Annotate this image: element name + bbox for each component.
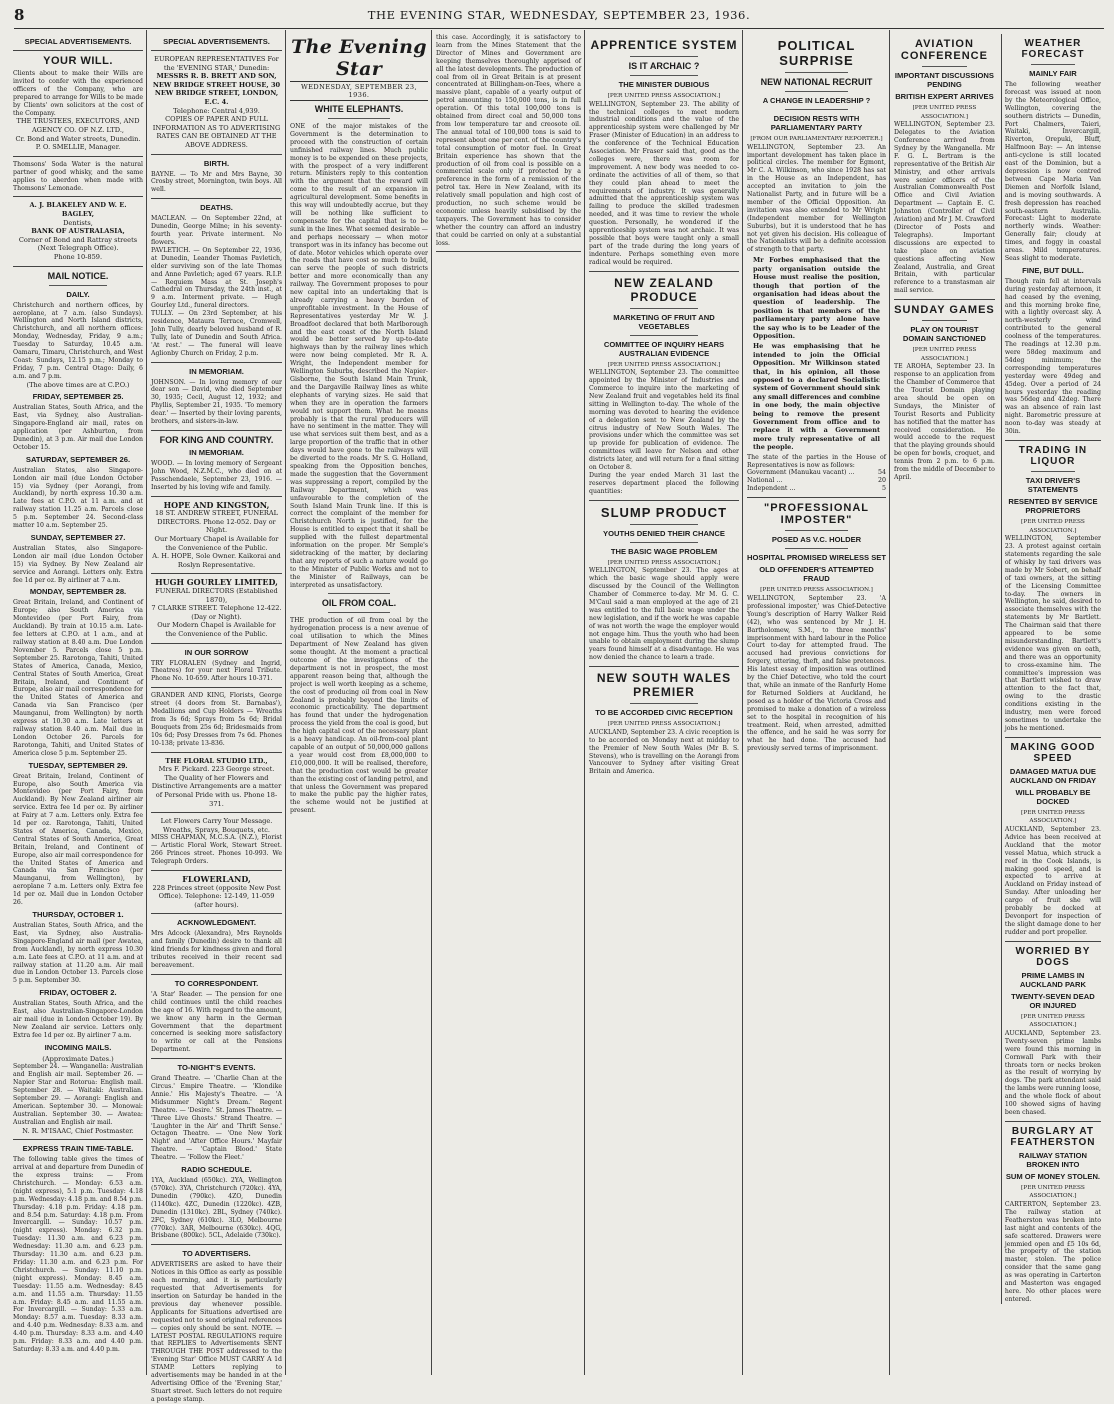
article-subheadline: PLAY ON TOURIST DOMAIN SANCTIONED [902,325,986,344]
article-subheadline: RESENTED BY SERVICE PROPRIETORS [1008,496,1098,515]
ad-text: The Quality of her Flowers and Distinctive Arrangements are a matter of Personal Pride with us. Phone 18-371. [151,773,282,808]
section-header: SPECIAL ADVERTISEMENTS. [163,37,270,46]
article-headline: AVIATION CONFERENCE [900,38,988,62]
column-1 [10,34,146,1375]
article-text: The state of the parties in the House of Representatives is now as follows: [747,453,886,469]
editorial-dateline: WEDNESDAY, SEPTEMBER 23, 1936. [290,81,428,101]
ad-title: FLOWERLAND, [182,873,251,884]
subheading: MONDAY, SEPTEMBER 28. [29,587,127,597]
subheading: (Approximate Dates.) [42,1054,114,1063]
subheading: SUNDAY, SEPTEMBER 27. [30,532,126,542]
press-credit: [PER UNITED PRESS ASSOCIATION.] [1021,809,1085,825]
section-header: IN MEMORIAM. [189,366,244,376]
section-header: IN OUR SORROW [184,647,249,657]
article-text: WELLINGTON, September 23. The ages at which the basic wage should apply were discussed by the Council of the Wellington Chamber of Commerce to-day. Mr M. G. C. M'Caul said a man employed at the age of 21 was entitled to the full basic wage under the new legislation, and if the work he was capable of was not worth the wage the employer would not engage him. Thus the youth who had been unable to obtain employment during the slump years found himself at a disadvantage. He was now denied the chance to learn a trade. [589,567,739,662]
press-credit: [PER UNITED PRESS ASSOCIATION.] [1021,1013,1085,1029]
page-number: 8 [14,6,25,24]
article-text: WELLINGTON, September 23. An important development has taken place in political circles. The member for Egmont, Mr C. A. Wilkinson, who since 1928 has sat in the House as an Independent, has accepted an invitation to join the Nationalist Party, and in future will be a member of the Official Opposition. An invitation was also extended to Mr Wright (Independent member for Wellington Suburbs), but it is understood that he has not yet given his decision. His colleague of the Nationalists will be a definite accession of strength to that party. [747,143,886,254]
party-state-table [747,469,886,493]
column-7b [1001,34,1101,1304]
article-subheadline: TO BE ACCORDED CIVIC RECEPTION [595,708,733,718]
article-text: TE AROHA, September 23. In response to an application from the Chamber of Commerce that the Tourist Domain playing area should be open on Sundays, the Minister of Tourist Resorts and Publicity has notified that the matter has received consideration. He would accede to the request that the playing grounds should be open for bowls, croquet, and tennis from 2 p.m. to 6 p.m. from the middle of December to April. [894,363,995,481]
press-credit: [PER UNITED PRESS ASSOCIATION.] [1021,518,1085,534]
column-rule [889,30,890,1375]
notice-text: TULLY. — On 23rd September, at his residence, Mataura Terrace, Cromwell, John Tully, dearly beloved husband of R. Tully, late of Dunedin and South Africa. 'At rest.' — The funeral will leave Aglionby Church on Friday, 2 p.m. [151,310,282,357]
article-subheadline: HOSPITAL PROMISED WIRELESS SET [747,553,886,563]
article-text: The following table gives the times of arrival at and departure from Dunedin of the express trains: — From Christchurch. — Monday: 6.53 a.m. (night express), 5.1 p.m. Tuesday: 4.18 p.m. Wednesday: 4.18 p.m. and 8.54 p.m. Thursday: 4.18 p.m. Friday: 4.18 p.m. and 8.54 p.m. Saturday: 4.18 p.m. From Invercargill. — Sunday: 10.57 p.m. (night express). Monday: 6.32 p.m. Tuesday: 11.30 a.m. and 6.23 p.m. Wednesday: 11.30 a.m. and 6.23 p.m. Thursday: 11.30 a.m. and 6.23 p.m. Friday: 11.30 a.m. and 6.23 p.m. For Christchurch. — Sunday: 11.10 p.m. (night express). Monday: 8.45 a.m. Tuesday: 11.55 a.m. Wednesday: 8.45 a.m. and 11.55 a.m. Thursday: 11.55 a.m. Friday: 8.45 a.m. and 11.55 a.m. For Invercargill. — Sunday: 5.33 a.m. Monday: 8.57 a.m. Tuesday: 8.33 a.m. and 4.40 p.m. Wednesday: 8.33 a.m. and 4.40 p.m. Thursday: 8.33 a.m. and 4.40 p.m. Friday: 8.33 a.m. and 4.40 p.m. Saturday: 8.33 a.m. and 4.40 p.m. [13,1156,143,1353]
article-headline: NEW ZEALAND PRODUCE [614,275,714,304]
article-text: WELLINGTON, September 23. 'A professional imposter,' was Chief-Detective Young's description of Harry Walker Reid (42), who was sentenced by Mr J. H. Bartholomew, S.M., to three months' imprisonment with hard labour in the Police Court to-day for attempted fraud. The accused had previous convictions for forgery, uttering, theft, and false pretences. His latest essay of imposition was outlined by the Chief Detective, who told the court that, while an inmate of the Ranfurly Home for Returned Soldiers at Auckland, he posed as a holder of the Victoria Cross and promised to make a donation of a wireless set to the hospital in recognition of his treatment. Reid, when arrested, admitted the offence, and he said he was sorry for what he had done. The accused had previously served terms of imprisonment. [747,595,886,753]
section-header: MAIL NOTICE. [47,270,109,281]
column-2 [148,34,285,1403]
article-text: CARTERTON, September 23. The railway station at Featherston was broken into last night and contents of the safe scattered. Drawers were jemmied open and £5 10s 6d, the property of the station master, stolen. The police consider that the same gang as was operating in Carterton and Masterton was engaged here. No other places were entered. [1004,1201,1101,1303]
ad-title: HUGH GOURLEY LIMITED, [155,577,278,588]
press-credit: [PER UNITED PRESS ASSOCIATION.] [607,93,721,99]
press-credit: [PER UNITED PRESS ASSOCIATION.] [760,587,873,594]
signature: N. R. M'ISAAC, Chief Postmaster. [22,1126,134,1135]
subheading: FRIDAY, SEPTEMBER 25. [32,392,124,402]
section-header: DEATHS. [200,203,233,213]
subheading: INCOMING MAILS. [44,1042,112,1052]
notice-text: JOHNSON. — In loving memory of our dear son — David, who died September 30, 1935; Cecil, August 12, 1932; and Phyllis, September 21, 1935. 'To memory dear.' — Inserted by their loving parents, brothers, and sisters-in-law. [151,378,282,426]
article-subheadline: FINE, BUT DULL. [1022,265,1084,275]
ad-text: FUNERAL DIRECTORS (Established 1870), [155,586,278,604]
notice-text: 'A Star' Reader. — The pension for one child continues until the child reaches the age of 16. With regard to the amount, we know any harm in the German Government that the department concerned is seeking more satisfactory to write or call at the Pensions Department. [151,990,282,1054]
article-text: WELLINGTON, September 23. Delegates to the Aviation Conference arrived from Sydney by the Wanganella. Mr F. G. L. Bertram is the representative of the British Air Ministry, and other arrivals were senior officers of the Australian Commonwealth Post Office and Civil Aviation Department — Captain E. C. Johnston (Controller of Civil Aviation) and Mr J. M. Crawford (Director of Posts and Telegraphs). Important discussions are expected to take place on aviation questions affecting New Zealand, Australia, and Great Britain, with particular reference to a transtasman air mail service. [894,121,995,295]
article-text: Christchurch and northern offices, by aeroplane, at 7 a.m. (also Sundays). Wellington and North Island districts, Christchurch, and all northern offices: Monday, Wednesday, Friday, 9 a.m.; Tuesday to Saturday, 10.45 a.m. Oamaru, Timaru, Christchurch, and West Coast: Sundays, 12.15 p.m.; Monday to Friday, 7 p.m. Central Otago: Daily, 6 a.m. and 7 p.m. [13,301,143,380]
column-rule [584,30,585,1375]
article-subheadline: THE MINISTER DUBIOUS [618,80,710,89]
article-text: AUCKLAND, September 23. Advice has been received at Auckland that the motor vessel Matua, which struck a reef in the Cook Islands, is making good speed, and is expected to arrive at Auckland on Friday instead of Sunday. After unloading her cargo of fruit she will probably be docked at Devonport for inspection of the slight damage done to her rudder and port propeller. [1004,826,1101,936]
article-text: Australian States, also Singapore-London air mail (due London October 15) via Sydney. By New Zealand air service and Aorangi. Letters only. Extra fee 1d per oz. By airliner at 7 a.m. [13,544,143,584]
ad-text: MESSRS R. B. BRETT AND SON, NEW BRIDGE STREET HOUSE, 30 NEW BRIDGE STREET, LONDON, E.C. 4. [152,72,281,106]
article-subheadline: BRITISH EXPERT ARRIVES [895,92,994,101]
article-subheadline: SUM OF MONEY STOLEN. [1005,1171,1101,1181]
article-headline: WORRIED BY DOGS [1015,945,1091,968]
notice-text: Mrs Adcock (Alexandra), Mrs Reynolds and family (Dunedin) desire to thank all kind friends for kindness given and floral tributes received in their recent sad bereavement. [151,930,282,969]
ad-text: Clients about to make their Wills are invited to confer with the experienced officers of the Company, who are prepared to arrange for Wills to be made by Clients' own solicitors at the cost of the Company. [13,70,143,117]
subheading: THURSDAY, OCTOBER 1. [32,910,124,919]
editorial-title: WHITE ELEPHANTS. [314,104,404,114]
article-headline: SUNDAY GAMES [894,304,995,317]
article-headline: MAKING GOOD SPEED [1010,741,1096,764]
ad-title: THE FLORAL STUDIO LTD., [165,756,268,765]
article-subheadline: NEW NATIONAL RECRUIT [760,77,873,87]
ad-phone: Telephone: Central 4,939. [173,106,260,115]
ad-signature: A. H. HOPE, Sole Owner. Kaikorai and Roslyn Representative. [152,552,281,569]
press-credit: [PER UNITED PRESS ASSOCIATION.] [607,361,721,368]
article-text: Australian States, South Africa, and the East, also Australian-Singapore-London air mail (due in London October 19). By New Zealand air service. Letters only. Extra fee 1d per oz. By airliner 7 a.m. [13,1000,143,1039]
subheading: TUESDAY, SEPTEMBER 29. [28,760,128,770]
running-title: THE EVENING STAR, WEDNESDAY, SEPTEMBER 23, 1936. [367,8,751,22]
ad-text: TRY FLORALEN (Sydney and Ingrid, Theatres) for your next Floral Tribute. Phone No. 10-659. After hours 10-371. [151,659,282,683]
article-text: Australian States, South Africa, and the East, via Sydney, also Australia-Singapore-England air mail (per Awatea, from Auckland), by north express 10.30 a.m. Late fees at C.P.O. at 11 a.m. and at railway station at 11.20 a.m. Air mail due in London October 13. Parcels close 5 p.m. September 30. [13,922,143,985]
article-subheadline: TWENTY-SEVEN DEAD OR INJURED [1011,991,1095,1010]
paper-nameplate: The Evening Star [291,36,427,80]
press-credit: [PER UNITED PRESS ASSOCIATION.] [607,721,721,728]
table-row: National ... 20 [747,477,886,485]
column-7-inner [894,34,1101,1304]
subheading: DAILY. [66,289,90,299]
column-rule [742,30,743,1375]
section-header: EXPRESS TRAIN TIME-TABLE. [22,1144,134,1154]
ad-address: Cr. Bond and Water streets, Dunedin. [15,134,141,143]
table-row: Government (Manukau vacant) ... 54 [747,469,886,477]
running-head [14,6,1104,29]
article-text: Great Britain, Ireland, and Continent of Europe; also South America via Montevideo (per Port Fairy, from Auckland). By train at 10.15 a.m. Late-fee letters at C.P.O. at 1 a.m., and at railway station at 8.40 a.m. Due London November 5. Parcels close 5 p.m. September 25. Rarotonga, Tahiti, United States of America, Canada, Mexico, Central States of South America, Great Britain, Ireland, and Continent of Europe, also air mail correspondence for the United States of America and Canada via San Francisco (per Maunganui, from Wellington) by north express at 10.30 a.m. Late letters at railway station 8.40 a.m. Mail due in London October 26. Parcels for Rarotonga, Tahiti, and United States of America close 5 p.m. September 25. [13,599,143,757]
note: (The above times are at C.P.O.) [26,380,130,389]
section-header: TO ADVERTISERS. [182,1249,251,1259]
notice-text: PAVLETICH. — On September 22, 1936, at Dunedin, Leander Thomas Pavletich, elder surviving son of the late Thomas and Anne Pavletich; aged 67 years. R.I.P. — Requiem Mass at St. Joseph's Cathedral on Thursday, the 24th inst., at 9 a.m. Interment private. — Hugh Gourley Ltd., funeral directors. [151,246,282,310]
press-credit: [PER UNITED PRESS ASSOCIATION.] [912,347,977,362]
section-header: SPECIAL ADVERTISEMENTS. [24,37,132,46]
article-headline: POLITICAL SURPRISE [777,38,856,68]
ad-address: Mrs F. Pickard. 223 George street. [158,765,275,774]
table-row: Independent ... 5 [747,485,886,493]
press-credit: [PER UNITED PRESS ASSOCIATION.] [1021,1184,1085,1200]
ad-title: EUROPEAN REPRESENTATIVES For the 'EVENING STAR,' Dunedin: [154,55,279,72]
column-3 [287,34,431,1375]
ad-text: Dentists, [63,218,93,227]
article-headline: NEW SOUTH WALES PREMIER [596,671,732,700]
article-text: During the year ended March 31 last the reserves department placed the following quantities: [589,472,739,495]
article-headline: APPRENTICE SYSTEM [590,38,738,52]
ad-text: Our Modern Chapel is Available for the Convenience of the Public. [157,621,276,638]
article-subheadline: PRIME LAMBS IN AUCKLAND PARK [1019,970,1086,989]
article-subheadline: WILL PROBABLY BE DOCKED [1015,787,1091,806]
section-header: ACKNOWLEDGMENT. [177,918,256,928]
column-7 [891,34,1104,1375]
subheading: SATURDAY, SEPTEMBER 26. [25,454,131,464]
article-headline: "PROFESSIONAL IMPOSTER" [763,502,869,527]
ad-title: YOUR WILL. [43,55,113,67]
notice-text: BAYNE. — To Mr and Mrs Bayne, 30 Crosby street, Mornington, twin boys. All well. [151,170,282,194]
press-credit: [PER UNITED PRESS ASSOCIATION.] [912,105,977,120]
article-text: AUCKLAND, September 23. A civic reception is to be accorded on Monday next at midday to the Premier of New South Wales (Mr B. S. Stevens), who is travelling on the Aorangi from Vancouver to Sydney after visiting Great Britain and America. [589,728,739,776]
article-headline: WEATHER FORECAST [1021,38,1085,60]
ad-text: Let Flowers Carry Your Message. Wreaths, Sprays, Bouquets, etc. [160,817,273,834]
column-rule [285,30,286,1375]
notice-text: Grand Theatre. — 'Charlie Chan at the Circus.' Empire Theatre. — 'Klondike Annie.' His Majesty's Theatre. — 'A Midsummer Night's Dream.' Regent Theatre. — 'Desire.' St. James Theatre. — 'Three Live Ghosts.' Strand Theatre. — 'Laughter in the Air' and 'Thrift Sense.' Octagon Theatre. — 'One New York Night' and 'After Office Hours.' Mayfair Theatre. — 'Captain Blood.' State Theatre. — 'Follow the Fleet.' [151,1075,282,1162]
ad-address: 18 ST. ANDREW STREET, FUNERAL DIRECTORS. Phone 12-052. Day or Night. [154,509,279,535]
column-rule [431,30,432,1375]
press-credit: [FROM OUR PARLIAMENTARY REPORTER.] [750,136,883,142]
article-subheadline: POSED AS V.C. HOLDER [771,535,862,545]
article-text: Australian States, also Singapore-London air mail (due London October 15) via Sydney (per Aorangi, from Auckland), by north express 10.30 a.m. Late fees at C.P.O. at 11 a.m. and at railway station 11.25 a.m. Parcels close 5 p.m. September 24. Second-class matter 10 a.m. September 25. [13,466,143,530]
subheading: FRIDAY, OCTOBER 2. [39,988,117,998]
ad-text: GRANDER AND KING, Florists, George street (4 doors from St. Barnabas'), Medallions and Cup Holders — Wreaths from 3s 6d; Sprays from 5s 6d; Bridal Bouquets from 25s 6d; Bridesmaids from 10s 6d; Posy Dresses from 7s 6d. Phones 10-138; private 13-836. [151,692,282,747]
ad-phone: Phone 10-859. [53,253,103,261]
column-rule [146,30,147,1375]
ad-text: COPIES OF PAPER AND FULL INFORMATION AS TO ADVERTISING RATES CAN BE OBTAINED AT THE ABOVE ADDRESS. [152,115,281,149]
ad-text: MISS CHAPMAN, M.C.S.A. (N.Z.), Florist — Artistic Floral Work, Stewart Street. 266 Princes street. Phones 10-993. We Telegraph Orders. [151,834,282,866]
article-text: Australian States, South Africa, and the East, via Sydney, also Australian-Singapore-England air mail, rates on application (per Ashburton, from Dunedin), at 3 p.m. Air mail due London October 15. [13,404,143,451]
editorial-text: THE production of oil from coal by the hydrogenation process is a new avenue of coal utilisation to which the Mines Department of New Zealand has given some thought. At the moment a practical outcome of the investigations of the department is not in prospect, the most apparent reason being that, although the project is well worth keeping as a scheme, the cost of producing oil from coal in New Zealand is probably beyond the limits of economic practicability. The department has found that under the hydrogenation process the yield from the coal is good, but the high capital cost of the necessary plant is a heavy handicap. An oil-from-coal plant capable of an output of 50,000,000 gallons a year would cost from £8,000,000 to £10,000,000. It will be realised, therefore, that the production cost would be greater than the existing cost of landing petrol, and that unless the Government was prepared to make the public pay the higher rates, the scheme would not be justified at present. [290,617,428,815]
column-4 [433,34,584,1375]
section-header: FOR KING AND COUNTRY. [159,435,274,445]
ad-text: BANK OF AUSTRALASIA, [31,227,125,236]
article-text: WELLINGTON, September 23. The committee appointed by the Minister of Industries and Commerce to inquire into the marketing of New Zealand fruit and vegetables held its final sitting in Wellington to-day. The whole of the morning was devoted to hearing the evidence of a delegation sent to New Zealand by the citrus industry of New South Wales. The provisions under which the committee was set up provide for publication of evidence. The committees will leave for Nelson and other districts later, and will return for a final sitting on October 8. [589,369,739,472]
column-6 [744,34,889,1375]
article-text: WELLINGTON, September 23. A protest against certain statements regarding the sale of whisky by taxi drivers was made by Mr Sobert, on behalf of taxi owners, at the sitting of the Licensing Committee to-day. The owners in Wellington, he said, desired to associate themselves with the statements by Mr Bartlett. The Chairman said that there appeared to be some misunderstanding. Bartlett's evidence was given on oath, and there was an opportunity to cross-examine him. The committee's impression was that Bartlett wished to draw attention to the fact that, owing to the drastic conditions existing in the industry, men were forced sometimes to undertake the jobs he mentioned. [1004,535,1101,732]
article-text: WELLINGTON, September 23. The ability of the technical colleges to meet modern industrial conditions and the value of the apprenticeship system were challenged by Mr Fraser (Minister of Education) in an address to the conference of the Technical Education Association. Mr Fraser said that, good as the colleges were, there was room for improvement. A new body was needed to co-ordinate the activities of all of them, so that they could plan ahead to meet the requirements of industry. It was generally admitted that the apprenticeship system was failing to produce the skilled tradesmen needed, and it was time to review the whole question. Personally, he wondered if the apprenticeship system was not archaic. It was possible that boys were taught only a small part of the trade during the long years of indenture. Perhaps something even more radical would be required. [589,100,739,266]
article-subheadline: A CHANGE IN LEADERSHIP ? [762,96,871,105]
article-subheadline: IMPORTANT DISCUSSIONS PENDING [894,71,994,89]
ad-text: Thomsons' Soda Water is the natural partner of good whisky, and the same applies to aberdon when made with Thomsons' Lemonade. [13,160,143,192]
ad-title: HOPE AND KINGSTON, [163,499,270,510]
notice-text: WOOD. — In loving memory of Sergeant John Wood, N.Z.M.C., who died on at Passchendaele, September 23, 1916. — Inserted by his loving wife and family. [151,460,282,491]
article-headline: TRADING IN LIQUOR [1018,444,1088,467]
ad-address: Corner of Bond and Rattray streets (Next Telegraph Office). [18,235,138,253]
press-credit: [PER UNITED PRESS ASSOCIATION.] [607,559,721,566]
ad-text: Our Mortuary Chapel is Available for the Convenience of the Public. [154,535,279,552]
editorial-text: ONE of the major mistakes of the Government is the determination to proceed with the construction of certain unfinished railway lines. Much public money is to be expended on these projects, with the prospect of a very indifferent return. Ministers reply to this contention with the argument that the reward will come to the result of an expansion in agricultural development. Some benefits in this way will undoubtedly accrue, but they will be nothing like sufficient to compensate for the capital that is to be sunk in the lines. What seemed desirable — and perhaps necessary — when motor transport was in its infancy has become out of date. Motor vehicles which operate over the roads that have cost so much to build, can serve the people of such districts better and more economically than any railway. The Government proposes to pour new capital into an undertaking that is already carrying a heavy burden of unprofitable investment. In the House of Representatives yesterday Mr W. J. Broadfoot declared that both Marlborough and the east coast of the North Island would be better served by up-to-date highways than by the railway lines which were now being completed. Mr R. A. Wright, the Independent member for Wellington Suburbs, described the Napier-Gisborne, the South Island Main Trunk, and the Dargaville Railway lines as white elephants of varying sizes. He said that when they are in operation the farmers would not support them. What he means probably is that the rural producers will have no sentiment in the matter. They will use what services suit them best, and as a large proportion of the traffic that in other days would have gone to the railways will be diverted to the roads. Mr S. G. Holland, speaking from the Opposition benches, made the suggestion that the Government was suppressing a report, compiled by the Railway Department, which was unfavourable to the completion of the South Island Main Trunk line. If this is correct the complaint of the member for Christchurch North is justified, for the House is entitled to expect that it shall be supplied with the fullest departmental information on the proper. Mr Semple's sidetracking of the matter, by declaring that any reports of such a nature would go to the Minister of Public Works and not to the Minister of Railways, can be interpreted as unsatisfactory. [290,123,428,589]
article-text: Great Britain, Ireland, Continent of Europe, also South America via Montevideo (per Port Fairy, from Auckland). By New Zealand airliner air service. Extra fee 1d per oz. By airliner at Fairy at 7 a.m. Letters only. Extra fee 1d per oz. Rarotonga, Tahiti, United States of America, Canada, Mexico, Central States of South America, Great Britain, Ireland, and Continent of Europe, also air mail correspondence for the United States of America and Canada via San Francisco (per Maunganui, from Wellington), by aeroplane 7 a.m. Letters only. Extra fee 1d per oz. Mail due in London October 26. [13,772,143,907]
ad-text: 228 Princes street (opposite New Post Office). Telephone: 12-149, 11-059 (after hours). [152,883,281,909]
editorial-title: OIL FROM COAL. [321,598,397,609]
ad-title: A. J. BLAKELEY AND W. E. BAGLEY, [29,201,127,219]
article-emphasis: He was emphasising that he intended to join the Official Opposition. Mr Wilkinson stated that, in his opinion, all those opposed to a declared Socialistic system of Government should sink any small differences and combine in one body, the main objective being to remove the present Government from office and to replace it with a Government more truly representative of all the people. [753,342,880,452]
ad-address: 7 CLARKE STREET. Telephone 12-422. (Day or Night). [151,604,282,621]
article-subheadline: THE BASIC WAGE PROBLEM [610,546,718,556]
article-subheadline: YOUTHS DENIED THEIR CHANCE [603,528,725,538]
editorial-continuation: this case. Accordingly, it is satisfactory to learn from the Mines Statement that the Director of Mines and Government are keeping themselves thoroughly apprised of all the latest developments. The production of coal from oil in Great Britain is at present concentrated at Billingham-on-Tees, where a massive plant, capable of a yearly output of petrol amounting to 150,000 tons, is in full operation. Of this total 100,000 tons is obtained from direct coal and 50,000 tons from low temperature tar and creosote oil. The annual total of 100,000 tons is said to represent about one per cent. of the country's total consumption of motor fuel. In Great Britain experience has shown that the production of oil from coal is possible on a commercial scale only if protected by a preference in the form of a remission of the petrol tax. Here in New Zealand, with its relatively small population and high cost of production, no such scheme would be economic unless heavily subsidised by the taxpayers. The Government has to consider whether the country can afford an industry that could be carried on only at a substantial loss. [436,34,581,247]
article-subheadline: DECISION RESTS WITH PARLIAMENTARY PARTY [770,114,863,132]
article-emphasis: Mr Forbes emphasised that the party organisation outside the House must realise the position, though that portion of the organisation had ideas about the question of leadership. The position is that members of the parliamentary party alone have the say who is to be Leader of the Opposition. [753,256,880,340]
article-text: AUCKLAND, September 23. Twenty-seven prime lambs were found this morning in Cornwall Park with their throats torn or necks broken as the result of worrying by dogs. The park attendant said the lambs were running loose, and the whole flock of about 100 showed signs of having been chased. [1004,1029,1101,1116]
article-subheadline: RAILWAY STATION BROKEN INTO [1018,1150,1087,1169]
article-text: Though rain fell at intervals during yesterday afternoon, it had ceased by the evening, and this morning broke fine, with a lightly overcast sky. A north-westerly wind contributed to the general coolness of the temperatures. The readings at 12.30 p.m. were 58deg maximum and 54deg minimum; the corresponding temperatures yesterday were 49deg and 45deg. Over a period of 24 hours yesterday the reading was 56deg and 42deg. There was an absence of rain last night. Barometric pressure at noon to-day was steady at 30in. [1004,277,1101,436]
section-header: RADIO SCHEDULE. [181,1165,252,1175]
ad-signature: THE TRUSTEES, EXECUTORS, AND AGENCY CO. OF N.Z. LTD., [16,117,140,135]
article-subheadline: IS IT ARCHAIC ? [628,61,700,71]
article-headline: SLUMP PRODUCT [600,504,728,520]
ad-manager: P. O. SMELLIE, Manager. [35,143,121,152]
article-subheadline: MARKETING OF FRUIT AND VEGETABLES [613,312,715,331]
article-subheadline: MAINLY FAIR [1029,69,1077,78]
notice-text: 1YA, Auckland (650kc). 2YA, Wellington (570kc). 3YA, Christchurch (720kc). 4YA, Dunedin (790kc). 4ZO, Dunedin (1140kc). 4ZC, Dunedin (1220kc). 4ZB, Dunedin (1310kc). 2BL, Sydney (740kc). 2FC, Sydney (610kc). 3LO, Melbourne (770kc). 3AR, Melbourne (630kc). 4QG, Brisbane (800kc). 5CL, Adelaide (730kc). [151,1177,282,1240]
section-header: BIRTH. [203,158,230,168]
column-7a [894,34,995,1304]
article-subheadline: COMMITTEE OF INQUIRY HEARS AUSTRALIAN EVIDENCE [603,339,725,358]
article-text: September 24. — Wanganella: Australian and English air mail. September 26. — Napier Star and Rotorua: English mail. September 28. — Waitaki: Australian. September 29. — Aorangi: English and American. September 30. — Monowai: Australian. September 30. — Awatea: Australian and English air mail. [13,1063,143,1126]
section-header: TO-NIGHT'S EVENTS. [177,1063,256,1073]
article-subheadline: OLD OFFENDER'S ATTEMPTED FRAUD [759,565,874,584]
article-subheadline: DAMAGED MATUA DUE AUCKLAND ON FRIDAY [1009,766,1097,785]
notice-text: ADVERTISERS are asked to have their Notices in this Office as early as possible each morning, and it is particularly requested that Advertisements for insertion on Saturday be handed in the previous day whenever possible. Applicants for Situations advertised are requested not to send original references — copies only should be sent. NOTE. — LATEST POSTAL REGULATIONS require that REPLIES to Advertisements SENT THROUGH THE POST addressed to the 'Evening Star' Office MUST CARRY A 1d STAMP. Letters replying to advertisements may be handed in at the Advertising Office of the 'Evening Star,' Stuart street. Such letters do not require a postage stamp. [151,1261,282,1403]
article-subheadline: TAXI DRIVER'S STATEMENTS [1025,475,1081,494]
column-5 [586,34,742,1375]
section-header: IN MEMORIAM. [189,448,244,457]
notice-text: MACLEAN. — On September 22nd, at Dunedin, George Milne; in his seventy-fourth year. Private interment. No flowers. [151,215,282,246]
section-header: TO CORRESPONDENT. [174,978,259,988]
article-headline: BURGLARY AT FEATHERSTON [1010,1125,1096,1148]
article-text: The following weather forecast was issued at noon by the Meteorological Office, Wellington, covering the southern districts — Dunedin, Port Chalmers, Taieri, Waitaki, Invercargill, Riverton, Orepuki, Bluff, Halfmoon Bay: — An intense anti-cyclone is still located east of the Dominion, but a depression is now centred between Cape Maria Van Diemen and Norfolk Island, and is moving southwards. A fresh depression has reached south-eastern Australia. Forecast: Light to moderate northerly winds. Weather: Generally fair; cloudy at times, and foggy in coastal areas. Mild temperatures. Seas slight to moderate. [1004,81,1101,262]
